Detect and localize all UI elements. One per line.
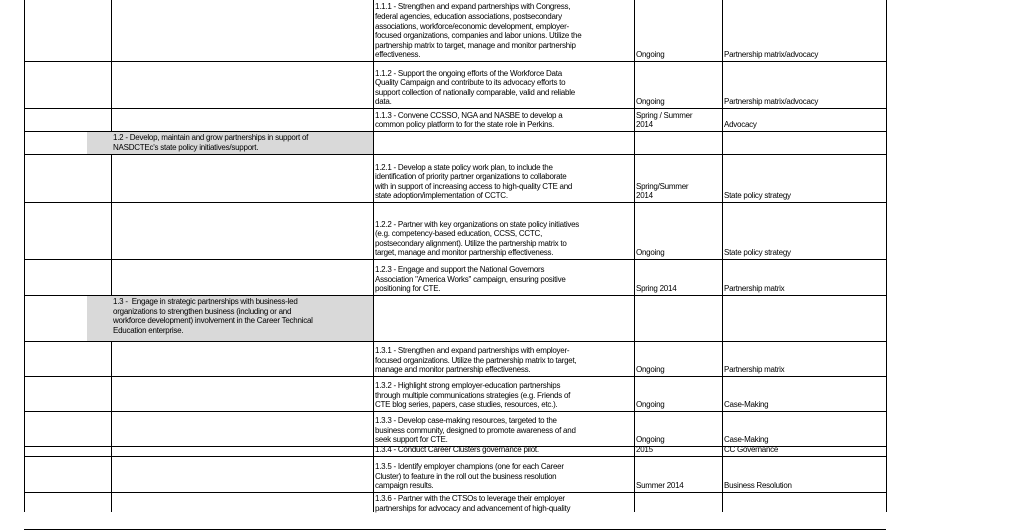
task-cell-text: 1.2.3 - Engage and support the National Governors Association "America Works" campaign, ensuring positive positioning for CTE. bbox=[375, 265, 566, 294]
timeline-cell[interactable] bbox=[634, 412, 722, 446]
task-cell[interactable] bbox=[373, 155, 634, 202]
table-row bbox=[24, 155, 886, 203]
strategy-cell[interactable] bbox=[722, 296, 886, 341]
timeline-cell-text: Summer 2014 bbox=[636, 481, 684, 491]
objective-cell[interactable] bbox=[87, 132, 373, 154]
task-cell-text: 1.1.2 - Support the ongoing efforts of the Workforce Data Quality Campaign and contribute to its advocacy efforts to support collection of nationally comparable, valid and reliable data. bbox=[375, 68, 575, 107]
strategy-cell[interactable] bbox=[722, 0, 886, 61]
timeline-cell-text: Spring / Summer 2014 bbox=[636, 110, 693, 130]
strategy-cell-text: Business Resolution bbox=[724, 481, 792, 491]
task-cell-text: 1.3.2 - Highlight strong employer-education partnerships through multiple communications strategies (e.g. Friends of CTE blog series, papers, case studies, resources, etc.). bbox=[375, 381, 571, 410]
objective-cell[interactable] bbox=[87, 412, 373, 446]
task-cell-text: 1.2.2 - Partner with key organizations on state policy initiatives (e.g. competency-based education, CCSS, CCTC, postsecondary alignment). Utilize the partnership matrix to target, manage and monitor partnership effectiveness. bbox=[375, 219, 580, 258]
objective-cell[interactable] bbox=[87, 62, 373, 108]
timeline-cell-text: Ongoing bbox=[636, 435, 665, 445]
table-row bbox=[24, 296, 886, 342]
strategy-cell-text: Partnership matrix bbox=[724, 284, 785, 294]
strategy-cell[interactable] bbox=[722, 342, 886, 376]
objective-cell-text: 1.2 - Develop, maintain and grow partnerships in support of NASDCTEc's state policy initiatives/support. bbox=[113, 133, 309, 152]
table-row bbox=[24, 132, 886, 155]
task-cell-text: 1.3.3 - Develop case-making resources, targeted to the business community, designed to promote awareness of and seek support for CTE. bbox=[375, 416, 576, 445]
table-row bbox=[24, 62, 886, 109]
timeline-cell[interactable] bbox=[634, 260, 722, 295]
task-cell[interactable] bbox=[373, 109, 634, 131]
timeline-cell[interactable] bbox=[634, 0, 722, 61]
objective-cell[interactable] bbox=[87, 0, 373, 61]
objective-cell[interactable] bbox=[87, 457, 373, 492]
objective-cell-text: 1.3 - Engage in strategic partnerships with business-led organizations to strengthen business (including or and workforce development) involvement in the Career Technical Education enterprise. bbox=[113, 297, 313, 335]
timeline-cell-text: Ongoing bbox=[636, 248, 665, 258]
strategy-cell[interactable] bbox=[722, 62, 886, 108]
table-row bbox=[24, 457, 886, 493]
timeline-cell[interactable] bbox=[634, 377, 722, 411]
timeline-cell[interactable] bbox=[634, 457, 722, 492]
strategy-cell[interactable] bbox=[722, 493, 886, 529]
timeline-cell-text: Ongoing bbox=[636, 400, 665, 410]
table-row bbox=[24, 260, 886, 296]
timeline-cell[interactable] bbox=[634, 62, 722, 108]
task-cell[interactable] bbox=[373, 493, 634, 529]
strategy-cell-text: State policy strategy bbox=[724, 191, 791, 201]
task-cell[interactable] bbox=[373, 260, 634, 295]
task-cell[interactable] bbox=[373, 457, 634, 492]
grid-line bbox=[886, 0, 887, 512]
timeline-cell-text: Ongoing bbox=[636, 365, 665, 375]
task-cell-text: 1.3.1 - Strengthen and expand partnerships with employer- focused organizations. Utilize the partnership matrix to target, manage and monitor partnership effectiveness. bbox=[375, 346, 577, 375]
objective-cell[interactable] bbox=[87, 203, 373, 259]
timeline-cell[interactable] bbox=[634, 109, 722, 131]
task-cell[interactable] bbox=[373, 412, 634, 446]
objective-cell[interactable] bbox=[87, 260, 373, 295]
strategy-cell-text: CC Governance bbox=[724, 447, 779, 455]
strategy-cell-text: State policy strategy bbox=[724, 248, 791, 258]
objective-cell[interactable] bbox=[87, 109, 373, 131]
timeline-cell-text: Ongoing bbox=[636, 50, 665, 60]
strategy-cell-text: Case-Making bbox=[724, 400, 769, 410]
strategy-cell-text: Partnership matrix bbox=[724, 365, 785, 375]
strategy-cell[interactable] bbox=[722, 260, 886, 295]
task-cell-text: 1.3.4 - Conduct Career Clusters governance pilot. bbox=[375, 447, 539, 455]
strategy-cell[interactable] bbox=[722, 457, 886, 492]
timeline-cell[interactable] bbox=[634, 296, 722, 341]
timeline-cell[interactable] bbox=[634, 342, 722, 376]
objective-cell[interactable] bbox=[87, 493, 373, 529]
task-cell[interactable] bbox=[373, 377, 634, 411]
task-cell-text: 1.1.3 - Convene CCSSO, NGA and NASBE to develop a common policy platform to for the state role in Perkins. bbox=[375, 110, 563, 130]
table-row bbox=[24, 203, 886, 260]
timeline-cell[interactable] bbox=[634, 447, 722, 456]
timeline-cell[interactable] bbox=[634, 493, 722, 529]
objective-cell[interactable] bbox=[87, 377, 373, 411]
table-row bbox=[24, 342, 886, 377]
strategy-cell-text: Partnership matrix/advocacy bbox=[724, 97, 819, 107]
objective-cell[interactable] bbox=[87, 296, 373, 341]
strategy-cell[interactable] bbox=[722, 155, 886, 202]
task-cell-text: 1.3.5 - Identify employer champions (one for each Career Cluster) to feature in the roll out the business resolution campaign results. bbox=[375, 462, 564, 491]
task-cell[interactable] bbox=[373, 296, 634, 341]
table-row bbox=[24, 412, 886, 447]
timeline-cell-text: 2015 bbox=[636, 447, 653, 455]
task-cell-text: 1.2.1 - Develop a state policy work plan, to include the identification of priority partner organizations to collaborate with in support of increasing access to high-quality CTE and state adoption/implementation of CCTC. bbox=[375, 162, 573, 201]
task-cell-text: 1.3.6 - Partner with the CTSOs to leverage their employer partnerships for advocacy and advancement of high-quality bbox=[375, 494, 571, 513]
task-cell-text: 1.1.1 - Strengthen and expand partnerships with Congress, federal agencies, education associations, postsecondary associations, workforce/economic development, employer- focused organizations, companies and labor unions. Utilize the partnership matrix to target, manage and monitor partnership effectiveness. bbox=[375, 2, 582, 60]
strategy-cell[interactable] bbox=[722, 109, 886, 131]
strategy-cell[interactable] bbox=[722, 203, 886, 259]
table-row bbox=[24, 0, 886, 62]
timeline-cell[interactable] bbox=[634, 203, 722, 259]
task-cell[interactable] bbox=[373, 132, 634, 154]
strategy-cell[interactable] bbox=[722, 412, 886, 446]
table-row bbox=[24, 109, 886, 132]
objective-cell[interactable] bbox=[87, 447, 373, 456]
strategy-cell-text: Partnership matrix/advocacy bbox=[724, 50, 819, 60]
task-cell[interactable] bbox=[373, 447, 634, 456]
timeline-cell-text: Ongoing bbox=[636, 97, 665, 107]
timeline-cell-text: Spring 2014 bbox=[636, 284, 677, 294]
strategy-cell[interactable] bbox=[722, 132, 886, 154]
task-cell[interactable] bbox=[373, 203, 634, 259]
task-cell[interactable] bbox=[373, 342, 634, 376]
strategy-cell-text: Case-Making bbox=[724, 435, 769, 445]
task-cell[interactable] bbox=[373, 62, 634, 108]
objective-cell[interactable] bbox=[87, 155, 373, 202]
timeline-cell-text: Spring/Summer 2014 bbox=[636, 181, 689, 201]
strategy-cell-text: Advocacy bbox=[724, 120, 757, 130]
timeline-cell[interactable] bbox=[634, 155, 722, 202]
table-row bbox=[24, 447, 886, 457]
strategy-cell[interactable] bbox=[722, 447, 886, 456]
timeline-cell[interactable] bbox=[634, 132, 722, 154]
table-row bbox=[24, 377, 886, 412]
strategy-cell[interactable] bbox=[722, 377, 886, 411]
objective-cell[interactable] bbox=[87, 342, 373, 376]
task-cell[interactable] bbox=[373, 0, 634, 61]
